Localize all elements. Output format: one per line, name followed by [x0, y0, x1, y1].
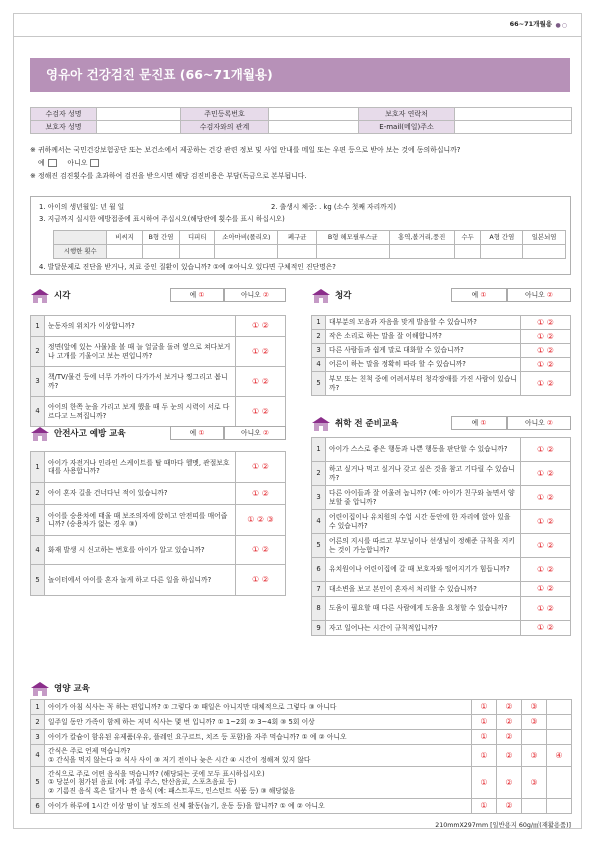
vaccine-header-blank	[54, 231, 107, 245]
resident-no-field[interactable]	[269, 108, 359, 121]
legend-text: 아니오	[241, 291, 261, 299]
house-icon	[30, 288, 50, 304]
vaccine-name: 수두	[454, 231, 481, 245]
legend-text: ①	[480, 291, 487, 299]
question-text: 아이가 스스로 좋은 행동과 나쁜 행동을 판단할 수 있습니까?	[326, 438, 521, 462]
question-number: 3	[31, 505, 45, 536]
hearing-table	[311, 315, 571, 396]
answer-options[interactable]: ① ②	[236, 316, 286, 337]
vaccine-count-field[interactable]	[180, 245, 215, 259]
vaccine-count-field[interactable]	[454, 245, 481, 259]
question-number: 5	[312, 534, 326, 558]
question-text: 도움이 필요할 때 다른 사람에게 도움을 요청할 수 있습니까?	[326, 597, 521, 621]
answer-option[interactable]: ①	[472, 715, 497, 730]
question-text: 일주일 동안 가족이 함께 하는 저녁 식사는 몇 번 입니까? ① 1~2회 ② 3~4회 ③ 5회 이상	[45, 715, 472, 730]
answer-options[interactable]: ① ②	[236, 367, 286, 397]
question-number: 7	[312, 582, 326, 597]
vaccine-name: B형 헤모필루스균	[316, 231, 389, 245]
answer-option[interactable]: ②	[497, 715, 522, 730]
answer-options[interactable]: ① ②	[236, 483, 286, 505]
yes-legend	[451, 288, 507, 302]
vaccine-count-field[interactable]	[316, 245, 389, 259]
legend-text: 아니오	[525, 291, 545, 299]
legend-text: 예	[471, 419, 479, 427]
vaccine-count-field[interactable]	[107, 245, 142, 259]
subject-name-label: 수검자 성명	[31, 108, 97, 121]
answer-options[interactable]: ① ②	[236, 536, 286, 565]
safety-table	[30, 451, 286, 596]
answer-options[interactable]: ① ②	[521, 372, 571, 396]
question-text: 아이의 한쪽 눈을 가리고 보게 했을 때 두 눈의 시력이 서로 다르다고 느껴집니까?	[45, 397, 236, 427]
question-text: 어린이집이나 유치원의 수업 시간 동안에 한 자리에 앉아 있을 수 있습니까?	[326, 510, 521, 534]
answer-options[interactable]: ① ②	[521, 510, 571, 534]
page-dots-icon: ●○	[555, 22, 568, 29]
question-number: 9	[312, 621, 326, 636]
hearing-title: 청각	[335, 291, 352, 301]
vaccine-count-field[interactable]	[215, 245, 278, 259]
legend-text: 예	[471, 291, 479, 299]
yes-legend	[170, 426, 224, 440]
question-text: 어른이 하는 말을 정확히 따라 할 수 있습니까?	[326, 358, 521, 372]
question-number: 2	[312, 462, 326, 486]
vaccine-name: 폐구균	[278, 231, 316, 245]
answer-options[interactable]: ① ②	[236, 452, 286, 483]
question-number: 6	[31, 799, 45, 814]
question-text: 부모 또는 친척 중에 어려서부터 청각장애를 가진 사람이 있습니까?	[326, 372, 521, 396]
answer-option[interactable]: ③	[522, 767, 547, 799]
question-number: 1	[31, 700, 45, 715]
question-number: 5	[31, 767, 45, 799]
question-text: 화재 발생 시 신고하는 번호를 아이가 알고 있습니까?	[45, 536, 236, 565]
answer-option[interactable]: ①	[472, 799, 497, 814]
relation-field[interactable]	[269, 121, 359, 134]
question-number: 2	[312, 330, 326, 344]
question-number: 5	[31, 565, 45, 596]
guardian-name-label: 보호자 성명	[31, 121, 97, 134]
question-number: 3	[31, 730, 45, 745]
answer-option[interactable]: ②	[497, 799, 522, 814]
guardian-name-field[interactable]	[97, 121, 181, 134]
house-icon	[311, 416, 331, 432]
nutrition-title: 영양 교육	[54, 684, 90, 694]
guardian-contact-field[interactable]	[455, 108, 572, 121]
answer-options[interactable]: ① ②	[521, 534, 571, 558]
consent-yes-checkbox[interactable]	[48, 159, 57, 167]
legend-text: ①	[198, 291, 205, 299]
answer-option[interactable]: ①	[472, 745, 497, 767]
question-text: 자고 일어나는 시간이 규칙적입니까?	[326, 621, 521, 636]
school-title: 취학 전 준비교육	[335, 419, 399, 429]
consent-notice: ※ 귀하께서는 국민건강보험공단 또는 보건소에서 제공하는 건강 관련 정보 및 사업 안내를 메일 또는 우편 등으로 받아 보는 것에 동의하십니까?	[30, 146, 461, 154]
consent-no-checkbox[interactable]	[90, 159, 99, 167]
yes-legend	[451, 416, 507, 430]
question-number: 2	[31, 337, 45, 367]
vaccine-name: 비씨지	[107, 231, 142, 245]
legend-text: 예	[189, 291, 197, 299]
answer-options[interactable]: ① ②	[521, 344, 571, 358]
vaccine-name: 일본뇌염	[523, 231, 566, 245]
answer-option[interactable]: ③	[522, 715, 547, 730]
question-text: 놀이터에서 아이를 혼자 놀게 하고 다른 일을 하십니까?	[45, 565, 236, 596]
question-number: 2	[31, 483, 45, 505]
yes-legend	[170, 288, 224, 302]
question-text: 간식으로 주로 어떤 음식을 먹습니까? (해당되는 곳에 모두 표시하십시오) ① 당분이 첨가된 음료 (예: 과일 주스, 탄산음료, 스포츠음료 등) ② 기름진 음식 혹은 달거나 짠 음식 (예: 패스트푸드, 인스턴트 식품 등) ③ 해당없음	[45, 767, 472, 799]
history-box	[30, 196, 571, 275]
question-text: 작은 소리로 하는 말을 잘 이해합니까?	[326, 330, 521, 344]
question-text: 정면(앞에 있는 사물)을 볼 때 늘 얼굴을 돌려 옆으로 쳐다보거나 고개를 기울이고 보는 편입니까?	[45, 337, 236, 367]
question-text: 하고 싶거나 먹고 싶거나 갖고 싶은 것을 참고 기다릴 수 있습니까?	[326, 462, 521, 486]
email-field[interactable]	[455, 121, 572, 134]
answer-options[interactable]: ① ②	[236, 397, 286, 427]
answer-options[interactable]: ① ②	[521, 462, 571, 486]
birth-weight-line: 2. 출생시 체중: . kg (소수 첫째 자리까지)	[271, 203, 396, 211]
house-icon	[311, 288, 331, 304]
nutrition-section-header	[30, 681, 230, 697]
answer-option[interactable]: ①	[472, 730, 497, 745]
question-number: 2	[31, 715, 45, 730]
question-number: 8	[312, 597, 326, 621]
question-number: 1	[312, 438, 326, 462]
email-label: E-mail(메일)주소	[359, 121, 455, 134]
school-section-header	[311, 416, 571, 432]
question-number: 1	[31, 316, 45, 337]
question-text: 어른의 지시를 따르고 부모님이나 선생님이 정해준 규칙을 지키는 것이 가능합니까?	[326, 534, 521, 558]
answer-option[interactable]: ②	[497, 730, 522, 745]
legend-text: ②	[546, 419, 553, 427]
answer-options[interactable]: ① ②	[236, 565, 286, 596]
question-number: 3	[312, 486, 326, 510]
vision-section-header	[30, 288, 286, 304]
legend-text: 아니오	[525, 419, 545, 427]
question-text: 대부분의 모음과 자음을 맞게 발음할 수 있습니까?	[326, 316, 521, 330]
legend-text: 예	[189, 429, 197, 437]
question-number: 4	[312, 358, 326, 372]
legend-text: 아니오	[241, 429, 261, 437]
question-number: 3	[312, 344, 326, 358]
no-legend	[507, 416, 571, 430]
age-label: 66~71개월용	[509, 20, 552, 28]
hearing-section-header	[311, 288, 571, 304]
question-number: 1	[312, 316, 326, 330]
consent-options	[38, 159, 101, 167]
legend-text: ①	[198, 429, 205, 437]
development-question: 4. 발달문제로 진단을 받거나, 치료 중인 질환이 있습니까? ①예 ②아니오 있다면 구체적인 진단명은?	[39, 263, 336, 271]
safety-section-header	[30, 426, 286, 442]
paper-spec-footer: 210mmX297mm [일반용지 60g/㎡(재활용품)]	[435, 822, 571, 829]
answer-options[interactable]: ① ② ③	[236, 505, 286, 536]
question-text: 아이가 자전거나 인라인 스케이트를 탈 때마다 헬멧, 관절보호대를 사용합니까?	[45, 452, 236, 483]
consent-yes-label: 예	[38, 159, 45, 167]
relation-label: 수검자와의 관계	[181, 121, 269, 134]
house-icon	[30, 681, 50, 697]
no-legend	[224, 288, 286, 302]
answer-options[interactable]: ① ②	[521, 330, 571, 344]
top-bar	[13, 13, 582, 37]
answer-option[interactable]: ①	[472, 767, 497, 799]
title-banner	[30, 58, 570, 92]
question-number: 4	[31, 536, 45, 565]
question-text: 유치원이나 어린이집에 갈 때 보호자와 떨어지기가 힘듭니까?	[326, 558, 521, 582]
answer-options[interactable]: ① ②	[521, 358, 571, 372]
question-text: 다른 사람들과 쉽게 말로 대화할 수 있습니까?	[326, 344, 521, 358]
safety-title: 안전사고 예방 교육	[54, 429, 126, 439]
question-number: 6	[312, 558, 326, 582]
vaccine-name: 홍역,볼거리,풍진	[389, 231, 454, 245]
question-number: 1	[31, 452, 45, 483]
question-text: 책/TV/물건 등에 너무 가까이 다가가서 보거나 찡그리고 봅니까?	[45, 367, 236, 397]
answer-options[interactable]: ① ②	[521, 486, 571, 510]
subject-name-field[interactable]	[97, 108, 181, 121]
answer-option[interactable]: ②	[497, 767, 522, 799]
answer-option[interactable]: ②	[497, 700, 522, 715]
resident-no-label: 주민등록번호	[181, 108, 269, 121]
consent-no-label: 아니오	[67, 159, 88, 167]
question-text: 아이를 승용차에 태울 때 보조의자에 앉히고 안전띠를 매어줍니까? (승용차가 없는 경우 ③)	[45, 505, 236, 536]
vaccine-count-field[interactable]	[523, 245, 566, 259]
legend-text: ①	[480, 419, 487, 427]
birth-date-line: 1. 아이의 생년월일: 년 월 일	[39, 203, 125, 211]
answer-options[interactable]: ① ②	[521, 597, 571, 621]
answer-options[interactable]: ① ②	[521, 316, 571, 330]
school-table	[311, 437, 571, 636]
question-text: 아이가 아침 식사는 꼭 하는 편입니까? ① 그렇다 ② 때일은 아니지만 대체적으로 그렇다 ③ 아니다	[45, 700, 472, 715]
answer-options[interactable]: ① ②	[236, 337, 286, 367]
count-label: 시행한 횟수	[54, 245, 107, 259]
question-text: 아이가 하루에 1시간 이상 땀이 날 정도의 신체 활동(놀기, 운동 등)을 합니까? ① 예 ② 아니오	[45, 799, 472, 814]
question-number: 3	[31, 367, 45, 397]
info-table	[30, 107, 572, 134]
question-number: 4	[31, 745, 45, 767]
question-text: 아이 혼자 길을 건너다닌 적이 있습니까?	[45, 483, 236, 505]
answer-options[interactable]: ① ②	[521, 438, 571, 462]
legend-text: ②	[262, 429, 269, 437]
question-text: 간식은 주로 언제 먹습니까? ① 간식을 먹지 않는다 ② 식사 사이 ③ 저기 전이나 늦은 시간 ④ 시간이 정해져 있지 않다	[45, 745, 472, 767]
vaccine-table	[53, 230, 566, 259]
vaccine-question: 3. 지금까지 실시한 예방접종에 표시하여 주십시오(해당란에 횟수를 표시 하십시오)	[39, 215, 285, 223]
vaccine-name: 디피티	[180, 231, 215, 245]
answer-option[interactable]: ③	[522, 700, 547, 715]
vaccine-name: B형 간염	[142, 231, 179, 245]
vaccine-name: 소아마비(폴리오)	[215, 231, 278, 245]
vision-table	[30, 315, 286, 427]
house-icon	[30, 426, 50, 442]
answer-options[interactable]: ① ②	[521, 558, 571, 582]
vaccine-count-field[interactable]	[389, 245, 454, 259]
answer-option[interactable]: ③	[522, 745, 547, 767]
vaccine-count-field[interactable]	[481, 245, 523, 259]
question-text: 다른 아이들과 잘 어울려 놉니까? (예: 아이가 친구와 놀면서 양보할 줄 압니까?	[326, 486, 521, 510]
nutrition-table	[30, 699, 572, 814]
answer-options[interactable]: ① ②	[521, 621, 571, 636]
guardian-contact-label: 보호자 연락처	[359, 108, 455, 121]
vaccine-count-field[interactable]	[142, 245, 179, 259]
no-legend	[507, 288, 571, 302]
answer-options[interactable]: ① ②	[521, 582, 571, 597]
question-number: 5	[312, 372, 326, 396]
vision-title: 시각	[54, 291, 71, 301]
answer-option[interactable]: ④	[547, 745, 572, 767]
answer-option[interactable]: ①	[472, 700, 497, 715]
legend-text: ②	[262, 291, 269, 299]
question-number: 4	[312, 510, 326, 534]
page-title: 영유아 건강검진 문진표 (66~71개월용)	[46, 67, 273, 82]
vaccine-count-field[interactable]	[278, 245, 316, 259]
question-text: 대소변을 보고 본인이 혼자서 처리할 수 있습니까?	[326, 582, 521, 597]
overlimit-notice: ※ 정해진 검진횟수를 초과하여 검진을 받으시면 해당 검진비용은 부담(독금으로 본부됩니다.	[30, 172, 307, 180]
vaccine-name: A형 간염	[481, 231, 523, 245]
question-text: 아이가 칼슘이 함유된 유제품(우유, 플레인 요구르트, 치즈 등 포함)을 자주 먹습니까? ① 예 ② 아니오	[45, 730, 472, 745]
question-text: 눈동자의 위치가 이상합니까?	[45, 316, 236, 337]
answer-option[interactable]: ②	[497, 745, 522, 767]
question-number: 4	[31, 397, 45, 427]
legend-text: ②	[546, 291, 553, 299]
no-legend	[224, 426, 286, 440]
